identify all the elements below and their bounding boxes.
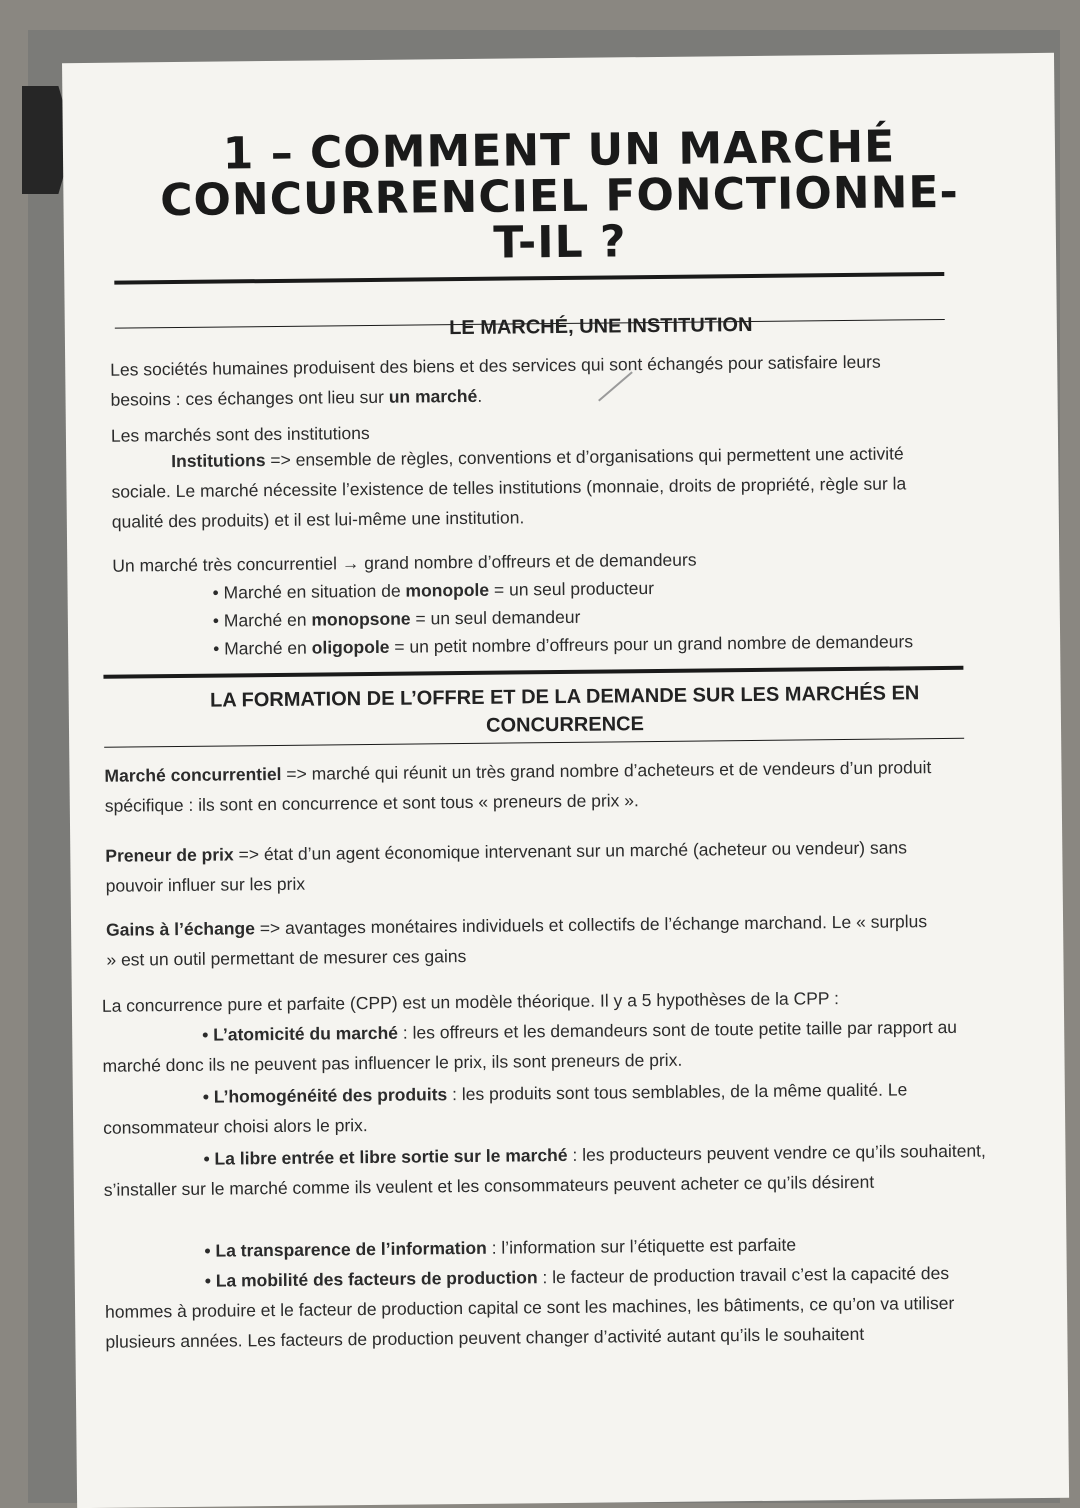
hypothesis-text: : le facteur de production travail c’est la capacité des hommes à produire et le facteur de production capital ce sont les machines, les bâtiments, ce qu’on va utiliser plusieurs années. Les facteurs de production peuvent changer d’activité autant qu’ils le souhaitent — [105, 1262, 955, 1352]
page-title — [63, 123, 1056, 271]
p1-bold-term: un marché — [388, 385, 478, 407]
section1-paragraph-1 — [110, 346, 931, 415]
hypothesis-text: : les producteurs peuvent vendre ce qu’ils souhaitent, s’installer sur le marché comme ils veulent et les consommateurs peuvent acheter ce qu’ils désirent — [103, 1140, 986, 1200]
section1-paragraph-2: Les marchés sont des institutions — [110, 422, 370, 446]
hypothesis-text: : les offreurs et les demandeurs sont de toute petite taille par rapport au marché donc ils ne peuvent pas influencer le prix, ils sont preneurs de prix. — [102, 1016, 958, 1076]
title-underline — [114, 272, 944, 285]
definition-term: Marché concurrentiel — [104, 763, 282, 786]
title-line-2: CONCURRENCIEL FONCTIONNE- — [159, 166, 959, 227]
hypothesis-term: • La mobilité des facteurs de production — [204, 1267, 538, 1291]
institutions-definition — [111, 438, 932, 537]
hypothesis-homogeneite — [103, 1074, 984, 1143]
bullet-text: = un seul demandeur — [410, 606, 581, 629]
hypothesis-mobilite — [105, 1257, 1006, 1356]
section2-heading — [69, 678, 1062, 744]
bullet-term: monopole — [405, 579, 490, 601]
hypothesis-libre-entree — [103, 1136, 994, 1205]
institutions-term: Institutions — [171, 450, 266, 472]
p1-end: . — [477, 385, 483, 406]
document-page — [62, 53, 1069, 1508]
bullet-text: = un seul producteur — [488, 578, 655, 600]
hypothesis-term: • La libre entrée et libre sortie sur le marché — [203, 1144, 568, 1169]
definition-marche-concurrentiel — [104, 752, 955, 821]
section1-heading: LE MARCHÉ, UNE INSTITUTION — [449, 313, 753, 340]
hypothesis-text: : les produits sont tous semblables, de la même qualité. Le consommateur choisi alors le prix. — [103, 1079, 908, 1138]
section2-heading-line-2: CONCURRENCE — [485, 713, 644, 737]
p1-text: Les sociétés humaines produisent des biens et des services qui sont échangés pour satisfaire leurs besoins : ces échanges ont lieu sur — [110, 351, 881, 410]
section2-top-rule — [103, 666, 963, 679]
bullet-text: = un petit nombre d’offreurs pour un grand nombre de demandeurs — [389, 631, 914, 657]
bullet-term: oligopole — [311, 636, 390, 658]
hypothesis-text: : l’information sur l’étiquette est parfaite — [486, 1234, 797, 1258]
hypothesis-term: • L’homogénéité des produits — [202, 1084, 448, 1107]
definition-text: => avantages monétaires individuels et collectifs de l’échange marchand. Le « surplus » est un outil permettant de mesurer ces gains — [106, 911, 928, 970]
definition-text: => marché qui réunit un très grand nombre d’acheteurs et de vendeurs d’un produit spécifique : ils sont en concurrence et sont tous « preneurs de prix ». — [104, 757, 932, 816]
bullet-text: • Marché en — [212, 609, 312, 631]
cpp-intro: La concurrence pure et parfaite (CPP) est un modèle théorique. Il y a 5 hypothèses de la CPP : — [101, 988, 840, 1016]
bullet-term: monopsone — [311, 608, 411, 630]
hypothesis-term: • L’atomicité du marché — [202, 1022, 399, 1045]
definition-preneur-de-prix — [105, 832, 956, 901]
section1-paragraph-3: Un marché très concurrentiel → grand nombre d’offreurs et de demandeurs — [112, 549, 697, 576]
title-line-3: T-IL ? — [493, 216, 627, 269]
definition-term: Preneur de prix — [105, 844, 234, 866]
bullet-text: • Marché en — [213, 637, 312, 659]
title-line-1: 1 – COMMENT UN MARCHÉ — [222, 121, 896, 180]
definition-term: Gains à l’échange — [105, 918, 256, 940]
bullet-text: • Marché en situation de — [212, 580, 406, 603]
hypothesis-term: • La transparence de l’information — [204, 1237, 487, 1261]
definition-gains-echange — [106, 906, 937, 975]
institutions-text: => ensemble de règles, conventions et d’organisations qui permettent une activité sociale. Le marché nécessite l’existence de telles institutions (monnaie, droits de propriété, règle sur la qualité des produits) et il est lui-même une institution. — [111, 443, 907, 532]
definition-text: => état d’un agent économique intervenant sur un marché (acheteur ou vendeur) sans pouvoir influer sur les prix — [105, 837, 907, 896]
section2-heading-line-1: LA FORMATION DE L’OFFRE ET DE LA DEMANDE SUR LES MARCHÉS EN — [209, 682, 920, 712]
hypothesis-atomicite — [102, 1012, 983, 1081]
